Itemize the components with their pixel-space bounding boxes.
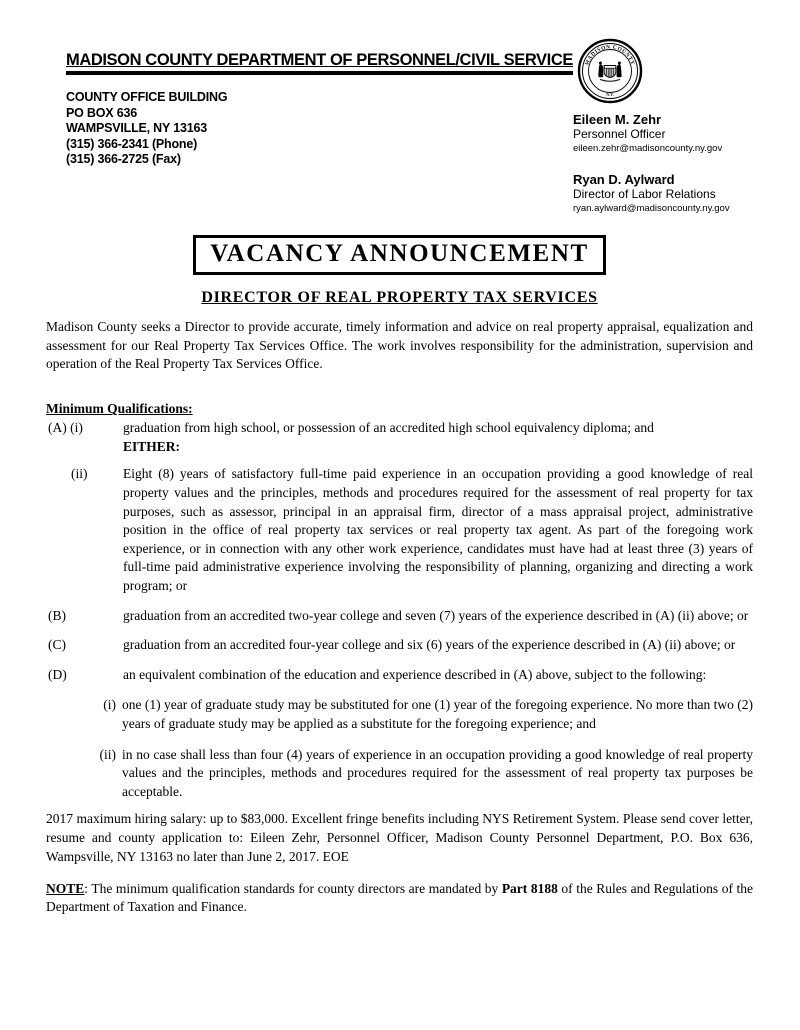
note-text-before: : The minimum qualification standards for county directors are mandated by — [84, 880, 502, 896]
address-line: WAMPSVILLE, NY 13163 — [66, 121, 207, 136]
qualification-item-a-ii — [46, 465, 753, 595]
department-title: MADISON COUNTY DEPARTMENT OF PERSONNEL/CIVIL SERVICE — [66, 51, 573, 75]
qualification-item-b — [46, 607, 753, 626]
item-label: (A) (i) — [48, 420, 83, 436]
address-line: (315) 366-2341 (Phone) — [66, 136, 198, 151]
item-text: an equivalent combination of the education and experience described in (A) above, subject to the following: — [123, 666, 707, 682]
item-text: graduation from an accredited four-year college and six (6) years of the experience described in (A) (ii) above; or — [123, 637, 736, 653]
subitem-text: in no case shall less than four (4) years of experience in an occupation providing a good knowledge of real property values and the principles, methods and procedures required for the assessment of real property tax purposes be acceptable. — [122, 746, 753, 799]
letterhead-left — [46, 51, 573, 168]
note-label: NOTE — [46, 880, 85, 896]
item-label: (C) — [48, 637, 66, 653]
contact-name: Ryan D. Aylward — [572, 172, 675, 187]
county-seal-icon — [577, 38, 643, 104]
item-text: Eight (8) years of satisfactory full-time paid experience in an occupation providing a good knowledge of real property values and the principles, methods and procedures required for the assessment of real property for tax purposes, such as assessor, principal in an appraisal firm, director of a mass appraisal project, administrative position in the office of real property tax services or real property tax agent. As part of the foregoing work experience, or in connection with any other work experience, candidates must have had at least three (3) years of full-time paid administrative experience involving the responsibility of planning, organizing and directing a work program; or — [123, 466, 753, 594]
contact-email: eileen.zehr@madisoncounty.ny.gov — [572, 143, 723, 154]
subitem-label: (ii) — [99, 746, 116, 762]
vacancy-banner: VACANCY ANNOUNCEMENT — [193, 235, 606, 275]
position-title: DIRECTOR OF REAL PROPERTY TAX SERVICES — [201, 289, 598, 306]
item-label: (ii) — [71, 466, 88, 482]
qualification-subitem-d-i — [80, 696, 753, 733]
item-text-body: graduation from high school, or possession of an accredited high school equivalency diploma; and — [123, 420, 654, 436]
contact-title: Director of Labor Relations — [572, 187, 716, 201]
note-text-after: of the Rules and Regulations of the Department of Taxation and Finance. — [46, 880, 753, 915]
letterhead — [46, 38, 753, 215]
contact-title: Personnel Officer — [572, 127, 666, 141]
contact-email: ryan.aylward@madisoncounty.ny.gov — [572, 203, 730, 214]
address-block — [66, 90, 573, 168]
contact-personnel-officer — [573, 112, 789, 155]
address-line: PO BOX 636 — [66, 105, 137, 120]
note-paragraph — [46, 880, 753, 917]
qualification-item-a-i — [46, 419, 753, 456]
intro-paragraph: Madison County seeks a Director to provide accurate, timely information and advice on real property appraisal, equalization and assessment for our Real Property Tax Services Office. The work involves responsibility for the administration, supervision and operation of the Real Property Tax Services Office. — [46, 319, 753, 372]
address-line: COUNTY OFFICE BUILDING — [66, 90, 228, 104]
subitem-label: (i) — [103, 697, 116, 713]
item-label: (D) — [48, 666, 67, 682]
salary-paragraph: 2017 maximum hiring salary: up to $83,000. Excellent fringe benefits including NYS Retirement System. Please send cover letter, resume and county application to: Eileen Zehr, Personnel Officer, Madison County Personnel Department, P.O. Box 636, Wampsville, NY 13163 no later than June 2, 2017. EOE — [46, 811, 753, 864]
qualification-item-d — [46, 666, 753, 685]
seal-bottom-text: N.Y. — [606, 92, 614, 98]
contact-labor-relations — [573, 172, 789, 215]
address-line: (315) 366-2725 (Fax) — [66, 152, 181, 167]
qualification-subitem-d-ii — [80, 746, 753, 802]
qualifications-heading: Minimum Qualifications: — [46, 401, 193, 417]
item-text — [123, 419, 753, 456]
subitem-text: one (1) year of graduate study may be substituted for one (1) year of the foregoing experience. No more than two (2) years of graduate study may be applied as a substitute for the foregoing experience; and — [122, 697, 753, 731]
item-text: graduation from an accredited two-year college and seven (7) years of the experience described in (A) (ii) above; or — [123, 607, 749, 623]
contact-name: Eileen M. Zehr — [572, 112, 662, 127]
item-label: (B) — [48, 607, 66, 623]
banner-row — [46, 235, 753, 275]
letterhead-right — [573, 38, 789, 215]
svg-text:MADISON COUNTY: MADISON COUNTY — [584, 44, 636, 67]
qualification-item-c — [46, 636, 753, 655]
either-line: EITHER: — [123, 438, 181, 454]
note-bold-part: Part 8188 — [501, 880, 558, 896]
